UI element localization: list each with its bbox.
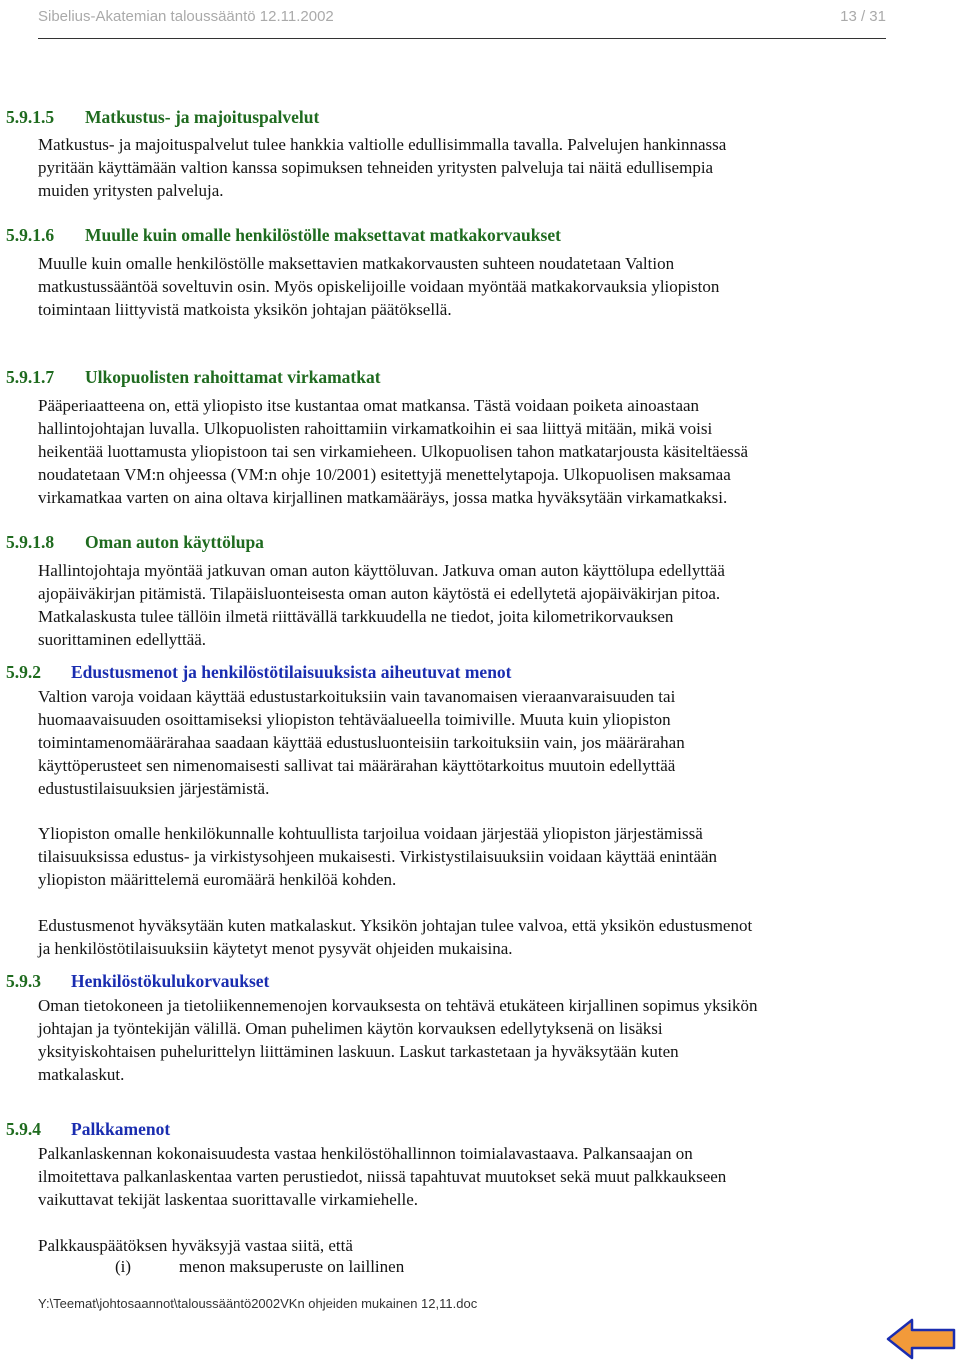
paragraph-592-2	[38, 822, 898, 891]
text-line: Muulle kuin omalle henkilöstölle maksettavien matkakorvausten suhteen noudatetaan Valtion	[38, 254, 675, 273]
text-line: matkalaskut.	[38, 1065, 125, 1084]
text-line: huomaavaisuuden osoittamiseksi yliopiston tehtäväalueella toimiville. Muuta kuin yliopiston	[38, 710, 671, 729]
text-line: toimintaan liittyvistä matkoista yksikön johtajan päätöksellä.	[38, 300, 452, 319]
arrow-shape	[888, 1320, 954, 1358]
section-title: Henkilöstökulukorvaukset	[71, 971, 270, 991]
text-line: Palkanlaskennan kokonaisuudesta vastaa henkilöstöhallinnon toimialavastaava. Palkansaajan on	[38, 1144, 693, 1163]
text-line: hallintojohtajan luvalla. Ulkopuolisten rahoittamiin virkamatkoihin ei saa liittyä mitään, mikä voisi	[38, 419, 713, 438]
text-line: käyttöperusteet sen nimenomaisesti sallivat tai määrärahan käyttötarkoitus muutoin edellyttää	[38, 756, 676, 775]
paragraph-5916	[38, 252, 898, 321]
text-line: Matkalaskusta tulee tällöin ilmetä riittävällä tarkkuudella ne tiedot, joita kilometrikorvauksen	[38, 607, 674, 626]
heading-593	[6, 971, 270, 992]
text-line: Valtion varoja voidaan käyttää edustustarkoituksiin vain tavanomaisen vieraanvaraisuuden tai	[38, 687, 676, 706]
section-number: 5.9.1.8	[6, 532, 55, 552]
footer-file-path: Y:\Teemat\johtosaannot\taloussääntö2002VKn ohjeiden mukainen 12,11.doc	[38, 1296, 478, 1311]
text-line: Hallintojohtaja myöntää jatkuvan oman auton käyttöluvan. Jatkuva oman auton käyttölupa edellyttää	[38, 561, 725, 580]
list-marker: (i)	[115, 1257, 132, 1276]
page-number: 13 / 31	[840, 8, 886, 25]
section-title: Oman auton käyttölupa	[85, 532, 264, 552]
section-title: Matkustus- ja majoituspalvelut	[85, 107, 320, 127]
text-line: johtajan ja työntekijän välillä. Oman puhelimen käytön korvauksen edellytyksenä on lisäksi	[38, 1019, 663, 1038]
heading-5915	[6, 107, 320, 128]
text-line: suorittaminen edellyttää.	[38, 630, 207, 649]
section-number: 5.9.1.5	[6, 107, 55, 127]
paragraph-592-3	[38, 914, 898, 960]
heading-5917	[6, 367, 381, 388]
paragraph-593	[38, 994, 898, 1086]
text-line: pyritään käyttämään valtion kanssa sopimuksen tehneiden yritysten palveluja tai näitä edullisempia	[38, 158, 714, 177]
text-line: tilaisuuksissa edustus- ja virkistysohjeen mukaisesti. Virkistystilaisuuksiin voidaan käyttää enintään	[38, 847, 718, 866]
text-line: yksityiskohtaisen puhelurittelyn liittäminen laskuun. Laskut tarkastetaan ja hyväksytään kuten	[38, 1042, 679, 1061]
paragraph-592-1	[38, 685, 898, 800]
text-line: Yliopiston omalle henkilökunnalle kohtuullista tarjoilua voidaan järjestää yliopiston järjestämissä	[38, 824, 703, 843]
text-line: ajopäiväkirjan pitämistä. Tilapäisluonteisesta oman auton käytöstä ei edellytetä ajopäiväkirjan pitoa.	[38, 584, 721, 603]
text-line: Palkkauspäätöksen hyväksyjä vastaa siitä, että	[38, 1236, 353, 1255]
text-line: vaikuttavat tekijät laskentaa suorittavalle virkamiehelle.	[38, 1190, 418, 1209]
section-title: Muulle kuin omalle henkilöstölle maksettavat matkakorvaukset	[85, 225, 561, 245]
text-line: ja henkilöstötilaisuuksiin käytetyt menot pysyvät ohjeiden mukaisina.	[38, 939, 513, 958]
paragraph-5918	[38, 559, 898, 651]
heading-5918	[6, 532, 264, 553]
text-line: toimintamenomäärärahaa saadaan käyttää edustusluonteisiin tarkoituksiin vain, jos määrärahan	[38, 733, 685, 752]
paragraph-594	[38, 1142, 898, 1211]
text-line: matkustussääntöä soveltuvin osin. Myös opiskelijoille voidaan myöntää matkakorvauksia yliopiston	[38, 277, 720, 296]
paragraph-5915	[38, 133, 898, 202]
text-line: Matkustus- ja majoituspalvelut tulee hankkia valtiolle edullisimmalla tavalla. Palvelujen hankinnassa	[38, 135, 727, 154]
text-line: Pääperiaatteena on, että yliopisto itse kustantaa omat matkansa. Tästä voidaan poiketa ainoastaan	[38, 396, 700, 415]
section-number: 5.9.4	[6, 1119, 41, 1139]
section-title: Palkkamenot	[71, 1119, 171, 1139]
section-number: 5.9.3	[6, 971, 41, 991]
text-line: edustustilaisuuksien järjestämistä.	[38, 779, 270, 798]
text-line: noudatetaan VM:n ohjeessa (VM:n ohje 10/2001) esitettyjä menettelytapoja. Ulkopuolisen maksamaa	[38, 465, 731, 484]
text-line: yliopiston määrittelemä euromäärä henkilöä kohden.	[38, 870, 397, 889]
section-title: Edustusmenot ja henkilöstötilaisuuksista aiheutuvat menot	[71, 662, 512, 682]
text-line: heikentää luottamusta yliopistoon tai sen virkamieheen. Ulkopuolisen tahon matkatarjousta käsiteltäessä	[38, 442, 749, 461]
heading-592	[6, 662, 512, 683]
list-text: menon maksuperuste on laillinen	[179, 1257, 405, 1276]
heading-5916	[6, 225, 561, 246]
section-number: 5.9.1.6	[6, 225, 55, 245]
paragraph-5917	[38, 394, 898, 509]
text-line: Edustusmenot hyväksytään kuten matkalaskut. Yksikön johtajan tulee valvoa, että yksikön edustusmenot	[38, 916, 753, 935]
section-number: 5.9.1.7	[6, 367, 55, 387]
paragraph-594-2	[38, 1234, 898, 1257]
text-line: muiden yritysten palveluja.	[38, 181, 224, 200]
section-number: 5.9.2	[6, 662, 41, 682]
text-line: ilmoitettava palkanlaskentaa varten perustiedot, niissä tapahtuvat muutokset sekä muut palkkaukseen	[38, 1167, 727, 1186]
document-title: Sibelius-Akatemian taloussääntö 12.11.2002	[38, 8, 334, 25]
section-title: Ulkopuolisten rahoittamat virkamatkat	[85, 367, 381, 387]
text-line: Oman tietokoneen ja tietoliikennemenojen korvauksesta on tehtävä etukäteen kirjallinen sopimus yksikön	[38, 996, 758, 1015]
heading-594	[6, 1119, 171, 1140]
back-arrow-icon[interactable]	[886, 1318, 956, 1360]
text-line: virkamatkaa varten on aina oltava kirjallinen matkamääräys, jossa matka hyväksytään virkamatkaksi.	[38, 488, 728, 507]
